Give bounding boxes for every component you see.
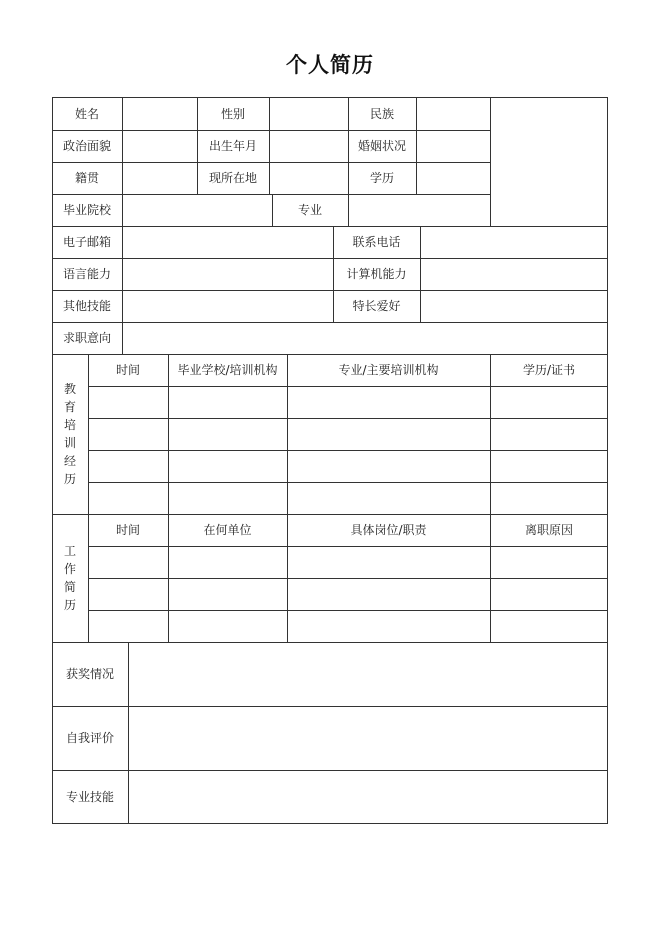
work-header-employer: 在何单位 [203, 523, 252, 537]
professional-skills-label: 专业技能 [65, 790, 114, 804]
current-residence-label: 现所在地 [208, 171, 257, 185]
education-field[interactable] [416, 162, 490, 194]
gender-label: 性别 [220, 106, 245, 121]
political-status-label: 政治面貌 [62, 139, 111, 153]
graduate-school-label: 毕业院校 [62, 203, 111, 217]
hobbies-label: 特长爱好 [352, 299, 401, 313]
birth-date-field[interactable] [269, 130, 348, 162]
native-place-label: 籍贯 [74, 171, 99, 185]
ethnicity-field[interactable] [416, 97, 490, 130]
education-section-label: 教育培训经历 [63, 382, 76, 486]
email-label: 电子邮箱 [62, 235, 111, 249]
education-label: 学历 [369, 171, 394, 185]
language-skill-label: 语言能力 [62, 267, 111, 281]
edu-header-school: 毕业学校/培训机构 [177, 363, 278, 377]
work-entries[interactable] [88, 546, 608, 642]
photo-box[interactable] [490, 97, 608, 226]
major-label: 专业 [297, 203, 322, 217]
other-skills-label: 其他技能 [62, 299, 111, 313]
professional-skills-field[interactable] [128, 770, 608, 824]
birth-date-label: 出生年月 [208, 139, 257, 153]
native-place-field[interactable] [122, 162, 197, 194]
work-header-reason: 离职原因 [524, 523, 573, 537]
phone-field[interactable] [420, 226, 608, 258]
job-intention-field[interactable] [122, 322, 608, 354]
awards-label: 获奖情况 [65, 667, 114, 681]
marital-status-field[interactable] [416, 130, 490, 162]
language-skill-field[interactable] [122, 258, 333, 290]
self-evaluation-field[interactable] [128, 706, 608, 770]
computer-skill-field[interactable] [420, 258, 608, 290]
page-title: 个人简历 [286, 53, 374, 77]
job-intention-label: 求职意向 [62, 331, 111, 345]
awards-field[interactable] [128, 642, 608, 706]
marital-status-label: 婚姻状况 [357, 139, 406, 153]
edu-header-time: 时间 [115, 363, 140, 377]
name-field[interactable] [122, 97, 197, 130]
other-skills-field[interactable] [122, 290, 333, 322]
political-status-field[interactable] [122, 130, 197, 162]
work-header-time: 时间 [115, 523, 140, 537]
graduate-school-field[interactable] [122, 194, 272, 226]
self-evaluation-label: 自我评价 [65, 731, 114, 745]
gender-field[interactable] [269, 97, 348, 130]
edu-header-major: 专业/主要培训机构 [338, 363, 439, 377]
major-field[interactable] [348, 194, 490, 226]
email-field[interactable] [122, 226, 333, 258]
edu-header-degree: 学历/证书 [522, 363, 576, 377]
hobbies-field[interactable] [420, 290, 608, 322]
work-header-position: 具体岗位/职责 [350, 523, 427, 537]
computer-skill-label: 计算机能力 [346, 267, 407, 281]
work-section-label: 工作简历 [63, 544, 76, 612]
education-entries[interactable] [88, 386, 608, 514]
phone-label: 联系电话 [352, 235, 401, 249]
current-residence-field[interactable] [269, 162, 348, 194]
ethnicity-label: 民族 [369, 106, 394, 121]
name-label: 姓名 [74, 106, 99, 121]
